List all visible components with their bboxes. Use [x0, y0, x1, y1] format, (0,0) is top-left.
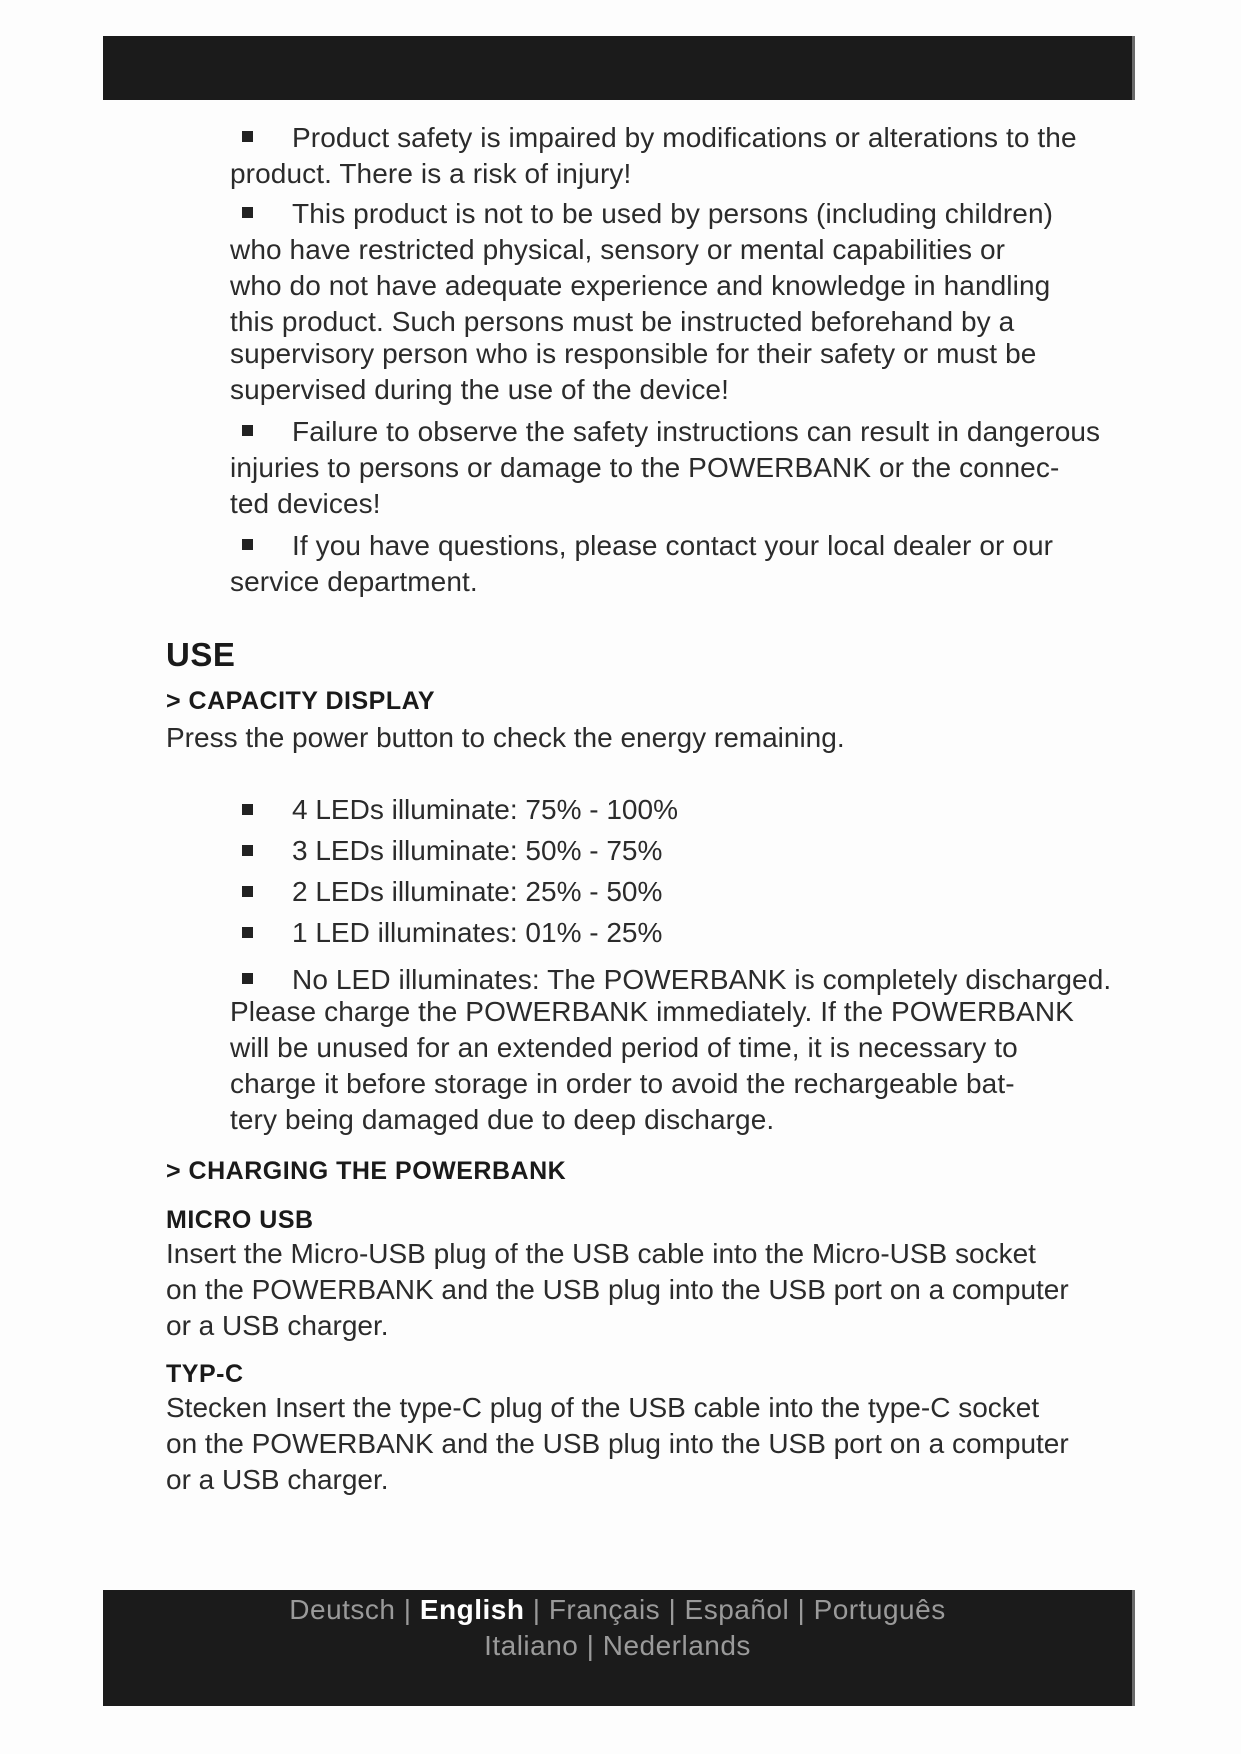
bullet-square-icon: [242, 886, 253, 897]
language-selector-row-1: Deutsch | English | Français | Español | Português: [289, 1594, 946, 1625]
bullet-square-icon: [242, 539, 253, 550]
section-title: USE: [166, 636, 236, 673]
language-link-espanol[interactable]: Español: [684, 1594, 790, 1625]
safety-item: If you have questions, please contact your local dealer or our service department.: [230, 530, 1054, 597]
list-item: 4 LEDs illuminate: 75% - 100%: [230, 792, 1130, 833]
capacity-display-heading: > CAPACITY DISPLAY: [166, 687, 436, 715]
no-led-item: No LED illuminates: The POWERBANK is completely discharged. Please charge the POWERBANK immediately. If the POWERBANK will be unused for an extended period of time, it is necessary to charge it before storage in order to avoid the rechargeable bat- tery being damaged due to deep discharge.: [230, 964, 1112, 1135]
language-selector-row-2: Italiano | Nederlands: [484, 1630, 751, 1661]
bullet-square-icon: [242, 845, 253, 856]
language-link-deutsch[interactable]: Deutsch: [289, 1594, 396, 1625]
capacity-intro: Press the power button to check the energy remaining.: [166, 722, 845, 753]
micro-usb-text: Insert the Micro-USB plug of the USB cable into the Micro-USB socket on the POWERBANK and the USB plug into the USB port on a computer or a USB charger.: [166, 1238, 1069, 1341]
safety-item: Product safety is impaired by modifications or alterations to the product. There is a risk of injury!: [230, 122, 1077, 189]
language-link-nederlands[interactable]: Nederlands: [602, 1630, 751, 1661]
charging-heading: > CHARGING THE POWERBANK: [166, 1157, 567, 1185]
list-item: 3 LEDs illuminate: 50% - 75%: [230, 833, 1130, 874]
safety-item: Failure to observe the safety instructions can result in dangerous injuries to persons or damage to the POWERBANK or the connec- ted devices!: [230, 416, 1101, 519]
list-item: 2 LEDs illuminate: 25% - 50%: [230, 874, 1130, 915]
micro-usb-title: MICRO USB: [166, 1206, 314, 1234]
safety-item: This product is not to be used by persons (including children) who have restricted physical, sensory or mental capabilities or who do not have adequate experience and knowledge in handling this product. Such persons must be instructed beforehand by a supervisory person who is responsible for their safety or must be supervised during the use of the device!: [230, 198, 1054, 405]
type-c-title: TYP-C: [166, 1360, 244, 1388]
language-link-english[interactable]: English: [419, 1594, 525, 1625]
language-link-italiano[interactable]: Italiano: [484, 1630, 579, 1661]
type-c-text: Stecken Insert the type-C plug of the USB cable into the type-C socket on the POWERBANK and the USB plug into the USB port on a computer or a USB charger.: [166, 1392, 1069, 1495]
header-band: [103, 36, 1135, 100]
bullet-square-icon: [242, 207, 253, 218]
bullet-square-icon: [242, 425, 253, 436]
led-status-list: [230, 792, 1130, 956]
bullet-square-icon: [242, 131, 253, 142]
bullet-square-icon: [242, 927, 253, 938]
language-link-portugues[interactable]: Português: [813, 1594, 946, 1625]
bullet-square-icon: [242, 973, 253, 984]
bullet-square-icon: [242, 804, 253, 815]
language-link-francais[interactable]: Français: [548, 1594, 661, 1625]
list-item: 1 LED illuminates: 01% - 25%: [230, 915, 1130, 956]
